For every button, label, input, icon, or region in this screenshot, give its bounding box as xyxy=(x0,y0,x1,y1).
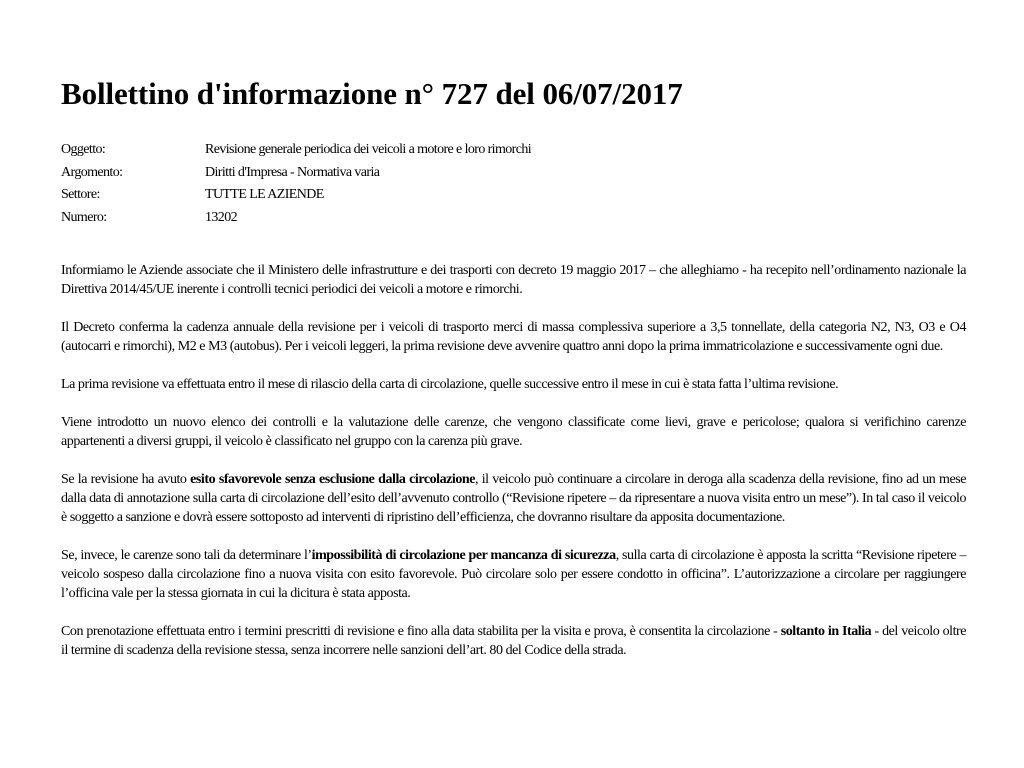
meta-row-settore xyxy=(61,184,531,207)
bold-emphasis: impossibilità di circolazione per mancanza di sicurezza xyxy=(311,548,616,563)
meta-label: Settore: xyxy=(61,187,100,202)
meta-value: Revisione generale periodica dei veicoli a motore e loro rimorchi xyxy=(205,142,532,157)
meta-row-oggetto xyxy=(61,139,531,162)
document-body xyxy=(61,261,966,679)
paragraph-text: , il veicolo può continuare a circolare in deroga alla scadenza della revisione, fino ad un mese dalla data di annotazione sulla carta di circolazione dell’esito dell’avvenuto controllo (“Revisione ripetere – da ripresentare a nuova visita entro un mese”). In tal caso il veicolo è soggetto a sanzione e dovrà essere sottoposto ad interventi di ripristino dell’efficienza, che dovranno risultare da apposita documentazione. xyxy=(61,472,966,525)
bold-emphasis: esito sfavorevole senza esclusione dalla circolazione xyxy=(190,472,475,487)
document-title: Bollettino d'informazione n° 727 del 06/07/2017 xyxy=(61,76,683,111)
metadata-table xyxy=(61,139,531,229)
meta-value: 13202 xyxy=(205,209,238,225)
meta-row-numero xyxy=(61,207,531,230)
meta-label: Numero: xyxy=(61,209,107,225)
paragraph: Informiamo le Aziende associate che il Ministero delle infrastrutture e dei trasporti con decreto 19 maggio 2017 – che alleghiamo - ha recepito nell’ordinamento nazionale la Direttiva 2014/45/UE inerente i controlli tecnici periodici dei veicoli a motore e rimorchi. xyxy=(61,263,966,297)
paragraph xyxy=(61,470,966,527)
meta-row-argomento xyxy=(61,162,531,185)
meta-label: Argomento: xyxy=(61,164,123,180)
paragraph: Il Decreto conferma la cadenza annuale della revisione per i veicoli di trasporto merci di massa complessiva superiore a 3,5 tonnellate, della categoria N2, N3, O3 e O4 (autocarri e rimorchi), M2 e M3 (autobus). Per i veicoli leggeri, la prima revisione deve avvenire quattro anni dopo la prima immatricolazione e successivamente ogni due. xyxy=(61,320,966,354)
paragraph: La prima revisione va effettuata entro il mese di rilascio della carta di circolazione, quelle successive entro il mese in cui è stata fatta l’ultima revisione. xyxy=(61,377,839,392)
paragraph-text: Se, invece, le carenze sono tali da determinare l’ xyxy=(61,548,312,563)
paragraph xyxy=(61,546,966,603)
paragraph xyxy=(61,622,966,660)
meta-value: Diritti d'Impresa - Normativa varia xyxy=(205,164,380,180)
bold-emphasis: soltanto in Italia xyxy=(780,624,872,639)
meta-label: Oggetto: xyxy=(61,142,106,157)
paragraph-text: Se la revisione ha avuto xyxy=(61,472,191,487)
paragraph: Viene introdotto un nuovo elenco dei controlli e la valutazione delle carenze, che vengono classificate come lievi, grave e pericolose; qualora si verifichino carenze appartenenti a diversi gruppi, il veicolo è classificato nel gruppo con la carenza più grave. xyxy=(61,415,966,449)
paragraph-text: - del veicolo oltre il termine di scadenza della revisione stessa, senza incorrere nelle sanzioni dell’art. 80 del Codice della strada. xyxy=(61,624,966,658)
paragraph-text: , sulla carta di circolazione è apposta la scritta “Revisione ripetere – veicolo sospeso dalla circolazione fino a nuova visita con esito favorevole. Può circolare solo per essere condotto in officina”. L’autorizzazione a circolare per raggiungere l’officina vale per la stessa giornata in cui la dicitura è stata apposta. xyxy=(61,548,967,601)
paragraph-text: Con prenotazione effettuata entro i termini prescritti di revisione e fino alla data stabilita per la visita e prova, è consentita la circolazione - xyxy=(61,624,781,639)
meta-value: TUTTE LE AZIENDE xyxy=(205,187,324,202)
